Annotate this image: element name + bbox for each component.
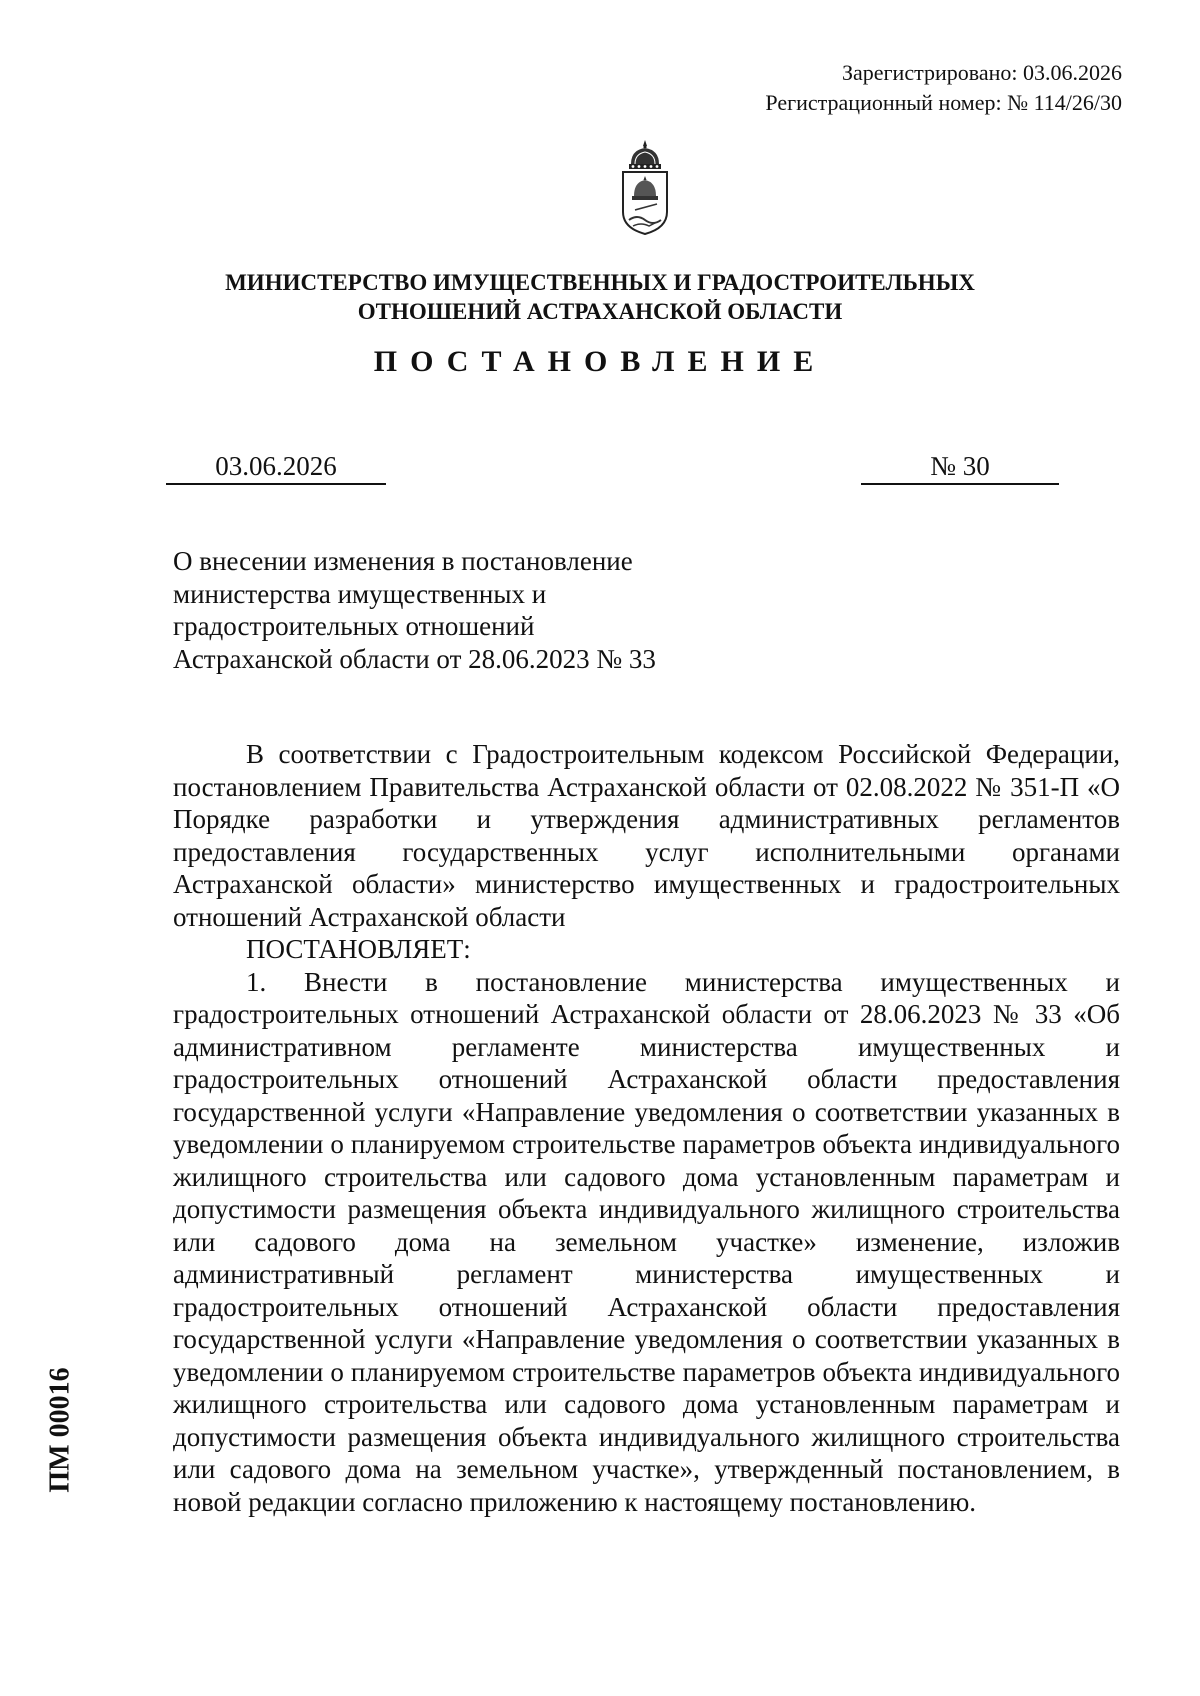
subject-line: О внесении изменения в постановление	[173, 546, 633, 576]
ministry-name-line2: ОТНОШЕНИЙ АСТРАХАНСКОЙ ОБЛАСТИ	[357, 299, 843, 324]
ministry-name	[0, 268, 1200, 326]
subject-line: Астраханской области от 28.06.2023 № 33	[173, 643, 656, 674]
resolves-heading: ПОСТАНОВЛЯЕТ:	[246, 934, 471, 964]
subject-line: министерства имущественных и	[173, 578, 547, 609]
ministry-name-line1: МИНИСТЕРСТВО ИМУЩЕСТВЕННЫХ И ГРАДОСТРОИТЕЛЬНЫХ	[225, 270, 975, 295]
document-date: 03.06.2026	[166, 449, 386, 485]
item-1-paragraph: 1. Внести в постановление министерства имущественных и градостроительных отношений Астраханской области от 28.06.2023 № 33 «Об административном регламенте министерства имущественных и градостроительных отношений Астраханской области предоставления государственной услуги «Направление уведомления о соответствии указанных в уведомлении о планируемом строительстве параметров объекта индивидуального жилищного строительства или садового дома установленным параметрам и допустимости размещения объекта индивидуального жилищного строительства или садового дома на земельном участке» изменение, изложив административный регламент министерства имущественных и градостроительных отношений Астраханской области предоставления государственной услуги «Направление уведомления о соответствии указанных в уведомлении о планируемом строительстве параметров объекта индивидуального жилищного строительства или садового дома установленным параметрам и допустимости размещения объекта индивидуального жилищного строительства или садового дома на земельном участке», утвержденный постановлением, в новой редакции согласно приложению к настоящему постановлению.	[173, 966, 1120, 1517]
document-body	[173, 738, 1120, 1518]
registration-block	[765, 58, 1122, 118]
side-stamp	[32, 1350, 92, 1510]
subject-line: градостроительных отношений	[173, 611, 535, 641]
registration-number: Регистрационный номер: № 114/26/30	[765, 90, 1122, 115]
preamble-paragraph: В соответствии с Градостроительным кодексом Российской Федерации, постановлением Правительства Астраханской области от 02.08.2022 № 351-П «О Порядке разработки и утверждения административных регламентов предоставления государственных услуг исполнительными органами Астраханской области» министерство имущественных и градостроительных отношений Астраханской области	[173, 739, 1120, 932]
document-type: ПОСТАНОВЛЕНИЕ	[373, 345, 827, 378]
astrakhan-coat-of-arms-icon	[617, 138, 673, 238]
side-stamp-text: ПМ 00016	[44, 1367, 76, 1493]
registration-date: Зарегистрировано: 03.06.2026	[841, 60, 1122, 85]
document-subject	[173, 545, 656, 675]
document-number: № 30	[861, 449, 1059, 485]
